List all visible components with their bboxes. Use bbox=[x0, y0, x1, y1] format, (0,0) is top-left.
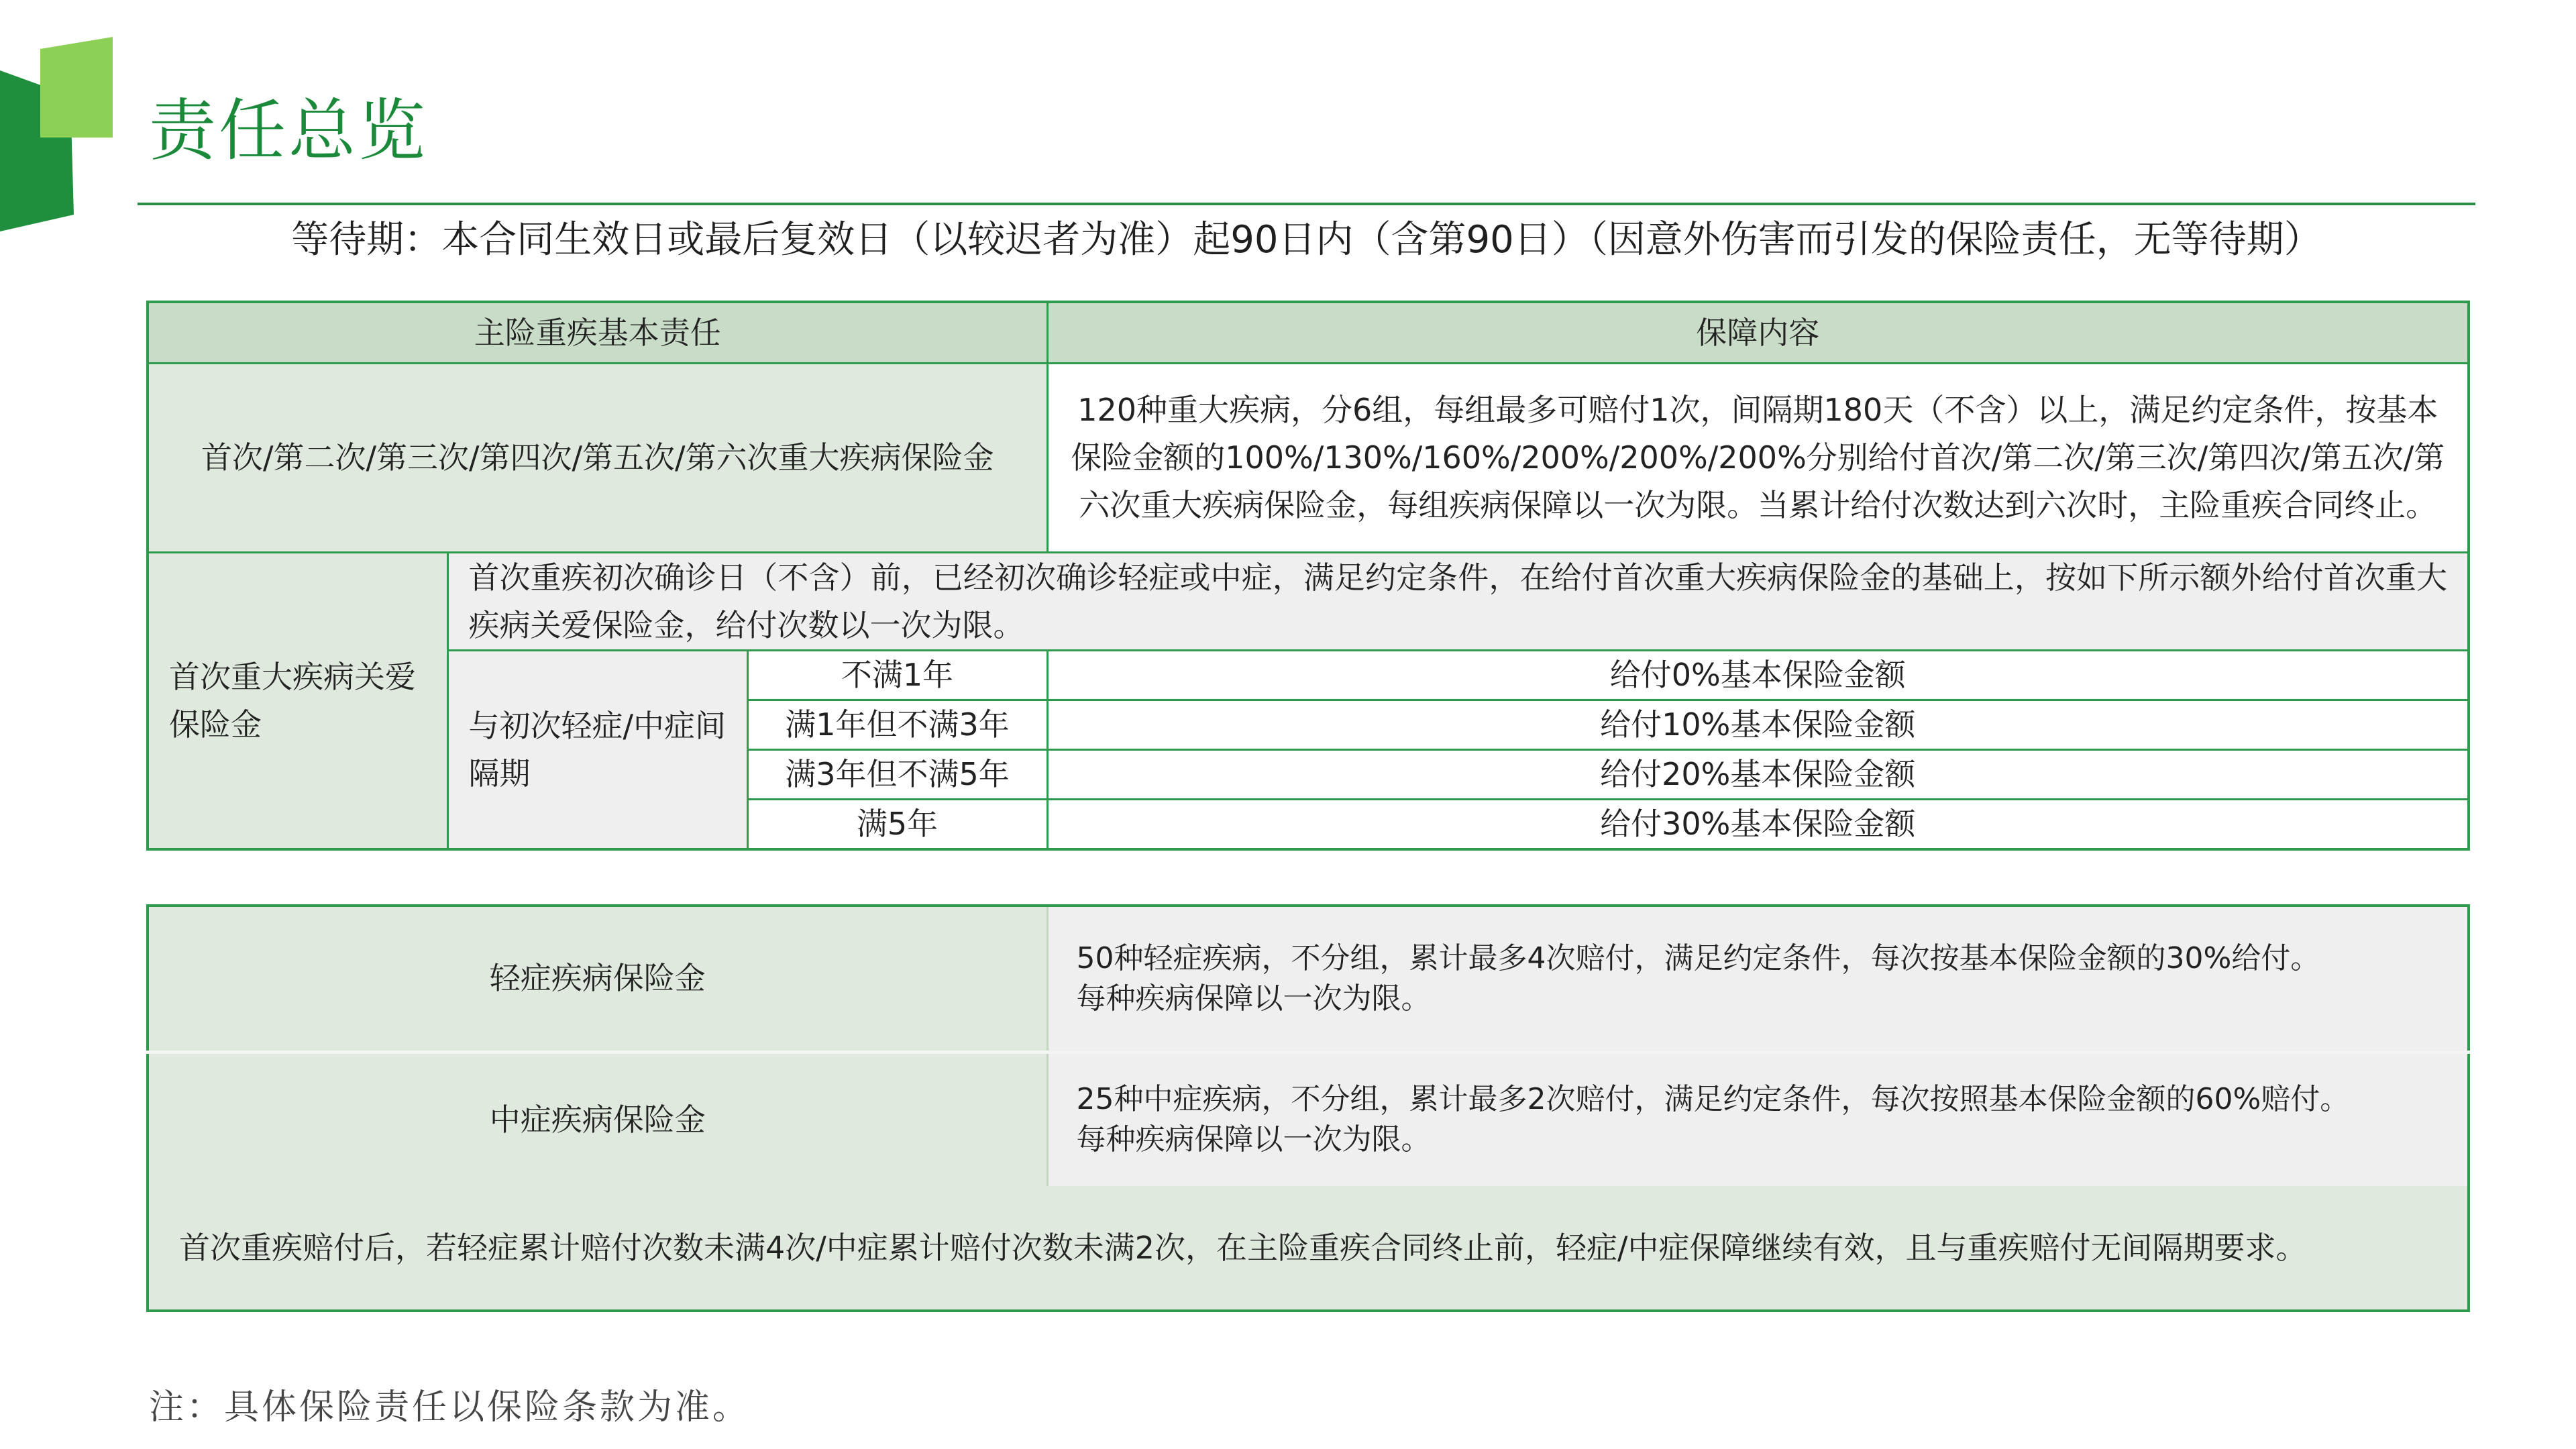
major-illness-label: 首次/第二次/第三次/第四次/第五次/第六次重大疾病保险金 bbox=[148, 364, 1047, 553]
payout-cell: 给付0%基本保险金额 bbox=[1047, 651, 2469, 700]
table-row bbox=[148, 651, 2469, 700]
interval-cell: 不满1年 bbox=[747, 651, 1047, 700]
header-main-liability: 主险重疾基本责任 bbox=[148, 302, 1047, 364]
title-divider bbox=[138, 203, 2475, 205]
main-coverage-table bbox=[146, 301, 2470, 851]
major-illness-content: 120种重大疾病，分6组，每组最多可赔付1次，间隔期180天（不含）以上，满足约定条件，按基本保险金额的100%/130%/160%/200%/200%/200%分别给付首次/第二次/第三次/第四次/第五次/第六次重大疾病保险金，每组疾病保障以一次为限。当累计给付次数达到六次时，主险重疾合同终止。 bbox=[1047, 364, 2469, 553]
footnote: 注：具体保险责任以保险条款为准。 bbox=[149, 1387, 751, 1428]
payout-cell: 给付10%基本保险金额 bbox=[1047, 700, 2469, 750]
care-benefit-desc-row bbox=[148, 553, 2469, 651]
interval-label: 与初次轻症/中症间隔期 bbox=[447, 651, 747, 850]
continuation-note: 首次重疾赔付后，若轻症累计赔付次数未满4次/中症累计赔付次数未满2次，在主险重疾合同终止前，轻症/中症保障继续有效，且与重疾赔付无间隔期要求。 bbox=[148, 1186, 2469, 1311]
interval-cell: 满3年但不满5年 bbox=[747, 750, 1047, 800]
brand-logo-icon bbox=[0, 37, 114, 231]
moderate-illness-label: 中症疾病保险金 bbox=[148, 1052, 1047, 1186]
mild-illness-row bbox=[148, 906, 2469, 1052]
mild-illness-line2: 每种疾病保障以一次为限。 bbox=[1076, 981, 1431, 1016]
care-benefit-description: 首次重疾初次确诊日（不含）前，已经初次确诊轻症或中症，满足约定条件，在给付首次重大疾病保险金的基础上，按如下所示额外给付首次重大疾病关爱保险金，给付次数以一次为限。 bbox=[447, 553, 2469, 651]
continuation-note-row bbox=[148, 1186, 2469, 1311]
page-title: 责任总览 bbox=[149, 91, 428, 170]
payout-cell: 给付30%基本保险金额 bbox=[1047, 800, 2469, 850]
mild-illness-label: 轻症疾病保险金 bbox=[148, 906, 1047, 1052]
major-illness-row bbox=[148, 364, 2469, 553]
interval-cell: 满1年但不满3年 bbox=[747, 700, 1047, 750]
header-coverage-content: 保障内容 bbox=[1047, 302, 2469, 364]
table-header-row bbox=[148, 302, 2469, 364]
interval-cell: 满5年 bbox=[747, 800, 1047, 850]
moderate-illness-row bbox=[148, 1052, 2469, 1186]
secondary-coverage-table bbox=[146, 904, 2470, 1312]
care-benefit-label: 首次重大疾病关爱保险金 bbox=[148, 553, 447, 850]
mild-illness-content bbox=[1047, 906, 2469, 1052]
mild-illness-line1: 50种轻症疾病，不分组，累计最多4次赔付，满足约定条件，每次按基本保险金额的30%给付。 bbox=[1076, 941, 2320, 975]
moderate-illness-content bbox=[1047, 1052, 2469, 1186]
payout-cell: 给付20%基本保险金额 bbox=[1047, 750, 2469, 800]
moderate-illness-line1: 25种中症疾病，不分组，累计最多2次赔付，满足约定条件，每次按照基本保险金额的60%赔付。 bbox=[1076, 1082, 2350, 1117]
moderate-illness-line2: 每种疾病保障以一次为限。 bbox=[1076, 1122, 1431, 1157]
waiting-period-text: 等待期：本合同生效日或最后复效日（以较迟者为准）起90日内（含第90日）（因意外伤害而引发的保险责任，无等待期） bbox=[291, 218, 2322, 262]
